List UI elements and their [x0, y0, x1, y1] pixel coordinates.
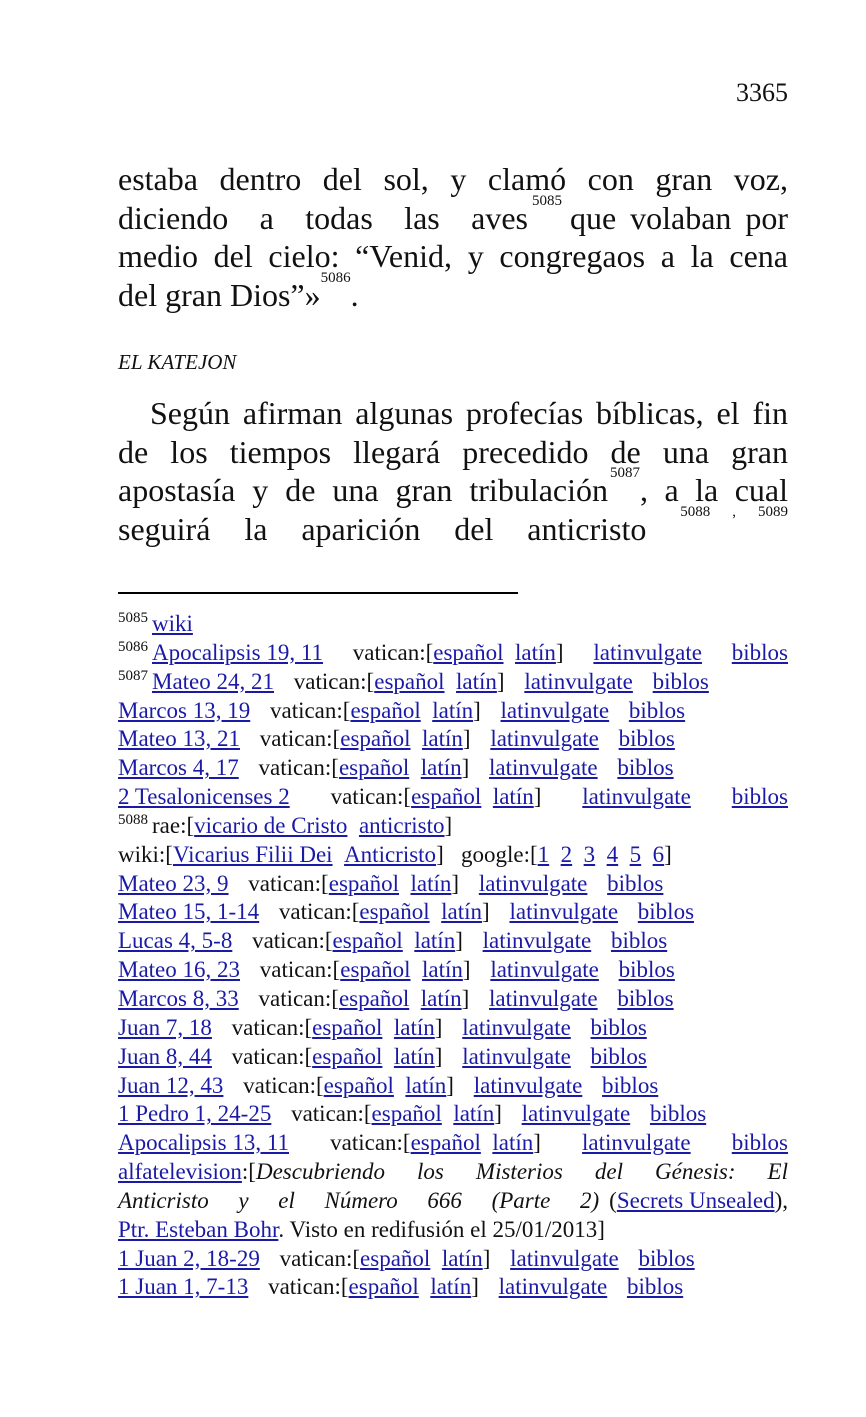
footnote-ref-5087[interactable]: 5087 [610, 465, 640, 481]
bracket: ] [461, 755, 470, 781]
latinvulgate-link[interactable]: latinvulgate [473, 1072, 583, 1098]
ref-link[interactable]: 1 Juan 1, 7-13 [118, 1274, 249, 1300]
p2-text-3b: , a la cual [640, 472, 788, 508]
latinvulgate-link[interactable]: latinvulgate [521, 1101, 631, 1127]
bracket: ] [494, 1101, 502, 1127]
espanol-link[interactable]: español [312, 1014, 383, 1040]
latinvulgate-link[interactable]: latinvulgate [524, 668, 633, 694]
ref-link[interactable]: Marcos 4, 17 [118, 755, 239, 781]
biblos-link[interactable]: biblos [731, 639, 788, 665]
video-title-part-2: Anticristo y el Número 666 (Parte 2) [118, 1187, 600, 1213]
latin-link[interactable]: latín [422, 957, 463, 983]
ref-line [118, 927, 788, 956]
vatican-label: vatican:[ [269, 697, 351, 723]
paren: ( [609, 1187, 617, 1213]
latin-link[interactable]: latín [393, 1043, 435, 1069]
vatican-label: vatican:[ [231, 1014, 313, 1040]
biblos-link[interactable]: biblos [731, 784, 788, 810]
ref-line [118, 783, 788, 812]
ref-link[interactable]: Mateo 23, 9 [118, 870, 229, 896]
wiki-anticristo-link[interactable]: Anticristo [344, 841, 437, 867]
bracket: ] [533, 1130, 541, 1156]
ref-link[interactable]: Lucas 4, 5-8 [118, 928, 233, 954]
vatican-label: vatican:[ [231, 1043, 313, 1069]
google-link-4[interactable]: 4 [606, 841, 619, 867]
alfatelevision-line-1 [118, 1158, 788, 1187]
p2-refs-5088-5089 [680, 503, 788, 549]
vatican-label: vatican:[ [243, 1072, 324, 1098]
ref-line [118, 956, 788, 985]
bracket: ] [462, 726, 471, 752]
ref-link[interactable]: Mateo 13, 21 [118, 726, 241, 752]
ref-line [118, 1072, 788, 1101]
espanol-link[interactable]: español [338, 985, 410, 1011]
latinvulgate-link[interactable]: latinvulgate [582, 784, 691, 810]
latin-link[interactable]: latín [432, 697, 474, 723]
ref-link[interactable]: Juan 8, 44 [118, 1043, 212, 1069]
bracket: ] [496, 668, 505, 694]
latinvulgate-link[interactable]: latinvulgate [490, 957, 599, 983]
ref-link[interactable]: Apocalipsis 13, 11 [118, 1130, 289, 1156]
latinvulgate-link[interactable]: latinvulgate [498, 1274, 608, 1300]
espanol-link[interactable]: español [410, 1130, 481, 1156]
bracket: ] [482, 1245, 491, 1271]
biblos-link[interactable]: biblos [638, 1245, 695, 1271]
footnote-number: 5088 [118, 811, 148, 828]
bracket: ] [434, 1043, 443, 1069]
espanol-link[interactable]: español [332, 928, 403, 954]
footnote-ref-5086[interactable]: 5086 [320, 269, 351, 286]
latinvulgate-link[interactable]: latinvulgate [582, 1130, 691, 1156]
paren: ), [774, 1187, 788, 1213]
footnote-5086 [118, 639, 788, 668]
rae-vicario-link[interactable]: vicario de Cristo [194, 812, 348, 838]
footnote-5087 [118, 668, 788, 697]
latinvulgate-link[interactable]: latinvulgate [509, 899, 619, 925]
wiki-vicarius-link[interactable]: Vicarius Filii Dei [172, 841, 333, 867]
latin-link[interactable]: latín [456, 668, 497, 694]
p1-text-4a: del gran Dios”» [118, 276, 321, 313]
espanol-link[interactable]: español [348, 1274, 419, 1300]
latinvulgate-link[interactable]: latinvulgate [462, 1043, 571, 1069]
latin-link[interactable]: latín [393, 1014, 435, 1040]
latin-link[interactable]: latín [430, 1274, 472, 1300]
google-link-6[interactable]: 6 [652, 841, 665, 867]
p2-word-del: del [454, 510, 494, 547]
ref-line [118, 1014, 788, 1043]
bracket: ] [444, 812, 453, 838]
footnote-number: 5085 [118, 610, 148, 626]
biblos-link[interactable]: biblos [637, 899, 695, 925]
bracket: ] [555, 639, 564, 665]
biblos-link[interactable]: biblos [628, 697, 686, 723]
google-link-3[interactable]: 3 [583, 841, 596, 867]
biblos-link[interactable]: biblos [649, 1101, 707, 1127]
p1-text-3: medio del cielo: “Venid, y congregaos a la cena [118, 238, 788, 274]
bracket: ] [461, 985, 470, 1011]
ref-line [118, 1043, 788, 1072]
p1-line-4 [118, 269, 788, 315]
ref-link[interactable]: 2 Tesalonicenses 2 [118, 784, 290, 810]
vatican-label: vatican:[ [293, 668, 375, 694]
ref-line [118, 1273, 788, 1302]
ref-link[interactable]: Mateo 24, 21 [152, 668, 275, 694]
latinvulgate-link[interactable]: latinvulgate [489, 985, 598, 1011]
footnote-ref-5088[interactable]: 5088 [680, 503, 711, 520]
espanol-link[interactable]: español [371, 1101, 442, 1127]
vatican-label: vatican:[ [252, 928, 333, 954]
latin-link[interactable]: latín [441, 1245, 483, 1271]
biblos-link[interactable]: biblos [607, 870, 664, 896]
footnote-ref-5089[interactable]: 5089 [758, 503, 788, 520]
p2-word-anticristo: anticristo [527, 510, 647, 547]
rae-label: rae:[ [152, 812, 195, 838]
ref-line [118, 985, 788, 1014]
latin-link[interactable]: latín [453, 1101, 495, 1127]
bracket: ] [455, 928, 463, 954]
latinvulgate-link[interactable]: latinvulgate [510, 1245, 619, 1271]
vatican-label: vatican:[ [279, 1245, 361, 1271]
google-label: google:[ [460, 841, 538, 867]
biblos-link[interactable]: biblos [617, 985, 674, 1011]
biblos-link[interactable]: biblos [652, 668, 709, 694]
footnotes [118, 610, 788, 1302]
latin-link[interactable]: latín [515, 639, 556, 665]
p2-text-2: de los tiempos llegará precedido de una gran [118, 433, 788, 470]
espanol-link[interactable]: español [312, 1043, 383, 1069]
espanol-link[interactable]: español [360, 1245, 431, 1271]
rae-anticristo-link[interactable]: anticristo [358, 812, 445, 838]
p2-word-seguira: seguirá [118, 510, 211, 547]
p2-word-aparicion: aparición [301, 510, 421, 547]
ref-link[interactable]: Mateo 16, 23 [118, 957, 241, 983]
latin-link[interactable]: latín [414, 928, 456, 954]
biblos-link[interactable]: biblos [617, 755, 674, 781]
p1-line-2 [118, 192, 788, 238]
espanol-link[interactable]: español [328, 870, 399, 896]
bracket: ] [471, 1274, 479, 1300]
p2-text-1: Según afirman algunas profecías bíblicas, el fin [150, 395, 788, 431]
bracket: ] [436, 841, 444, 867]
alfatelevision-line-3 [118, 1216, 788, 1245]
wiki-google-line [118, 841, 788, 870]
vatican-label: vatican:[ [330, 1130, 411, 1156]
latinvulgate-link[interactable]: latinvulgate [500, 697, 610, 723]
video-title-part-1: Descubriendo los Misterios del Génesis: El [255, 1159, 788, 1185]
ref-link[interactable]: Apocalipsis 19, 11 [152, 639, 323, 665]
p1-text-2b: que volaban por [570, 199, 788, 236]
bracket: ] [451, 870, 460, 896]
vatican-label: vatican:[ [259, 957, 341, 983]
espanol-link[interactable]: español [323, 1072, 394, 1098]
ref-line [118, 725, 788, 754]
bracket: :[ [241, 1159, 256, 1185]
latinvulgate-link[interactable]: latinvulgate [490, 726, 599, 752]
bracket: ] [482, 899, 490, 925]
broadcast-date: . Visto en redifusión el 25/01/2013] [278, 1216, 605, 1242]
footnote-separator [118, 592, 518, 594]
p2-line-2 [118, 433, 788, 472]
ref-line [118, 1100, 788, 1129]
alfatelevision-link[interactable]: alfatelevision [118, 1159, 242, 1185]
wiki-link[interactable]: wiki [152, 611, 193, 636]
footnote-number: 5086 [118, 638, 148, 655]
biblos-link[interactable]: biblos [731, 1130, 788, 1156]
p2-word-la: la [244, 510, 268, 547]
p1-text-4b: . [350, 276, 359, 313]
biblos-link[interactable]: biblos [618, 957, 675, 983]
paragraph-2 [118, 394, 788, 548]
vatican-label: vatican:[ [248, 870, 329, 896]
latinvulgate-link[interactable]: latinvulgate [489, 755, 598, 781]
p1-line-3 [118, 237, 788, 276]
espanol-link[interactable]: español [433, 639, 504, 665]
bracket: ] [446, 1072, 454, 1098]
p2-line-1 [118, 394, 788, 433]
wiki-label: wiki:[ [118, 841, 173, 867]
ref-line [118, 898, 788, 927]
latinvulgate-link[interactable]: latinvulgate [593, 639, 702, 665]
footnote-5085 [118, 610, 788, 639]
espanol-link[interactable]: español [350, 697, 421, 723]
esteban-bohr-link[interactable]: Ptr. Esteban Bohr [118, 1216, 279, 1242]
bracket: ] [434, 1014, 443, 1040]
latin-link[interactable]: latín [405, 1072, 447, 1098]
vatican-label: vatican:[ [258, 755, 339, 781]
biblos-link[interactable]: biblos [610, 928, 668, 954]
bracket: ] [664, 841, 672, 867]
espanol-link[interactable]: español [340, 726, 411, 752]
p2-text-3a: apostasía y de una gran tribulación [118, 472, 608, 508]
vatican-label: vatican:[ [259, 726, 341, 752]
latin-link[interactable]: latín [420, 985, 462, 1011]
latinvulgate-link[interactable]: latinvulgate [482, 928, 592, 954]
latinvulgate-link[interactable]: latinvulgate [462, 1014, 571, 1040]
p1-text-2a: diciendo a todas las aves [118, 199, 528, 236]
biblos-link[interactable]: biblos [618, 726, 675, 752]
bracket: ] [473, 697, 481, 723]
espanol-link[interactable]: español [411, 784, 482, 810]
ref-line [118, 754, 788, 783]
p1-text-1: estaba dentro del sol, y clamó con gran voz, [118, 161, 788, 197]
ref-separator: , [732, 503, 736, 520]
vatican-label: vatican:[ [258, 985, 339, 1011]
biblos-link[interactable]: biblos [602, 1072, 659, 1098]
secrets-unsealed-link[interactable]: Secrets Unsealed [616, 1187, 775, 1213]
paragraph-1 [118, 160, 788, 314]
ref-link[interactable]: Juan 12, 43 [118, 1072, 224, 1098]
latinvulgate-link[interactable]: latinvulgate [478, 870, 588, 896]
ref-line [118, 697, 788, 726]
google-link-1[interactable]: 1 [537, 841, 550, 867]
vatican-label: vatican:[ [291, 1101, 372, 1127]
footnote-number: 5087 [118, 667, 148, 684]
ref-link[interactable]: Mateo 15, 1-14 [118, 899, 260, 925]
ref-line [118, 1245, 788, 1274]
ref-link[interactable]: Juan 7, 18 [118, 1014, 212, 1040]
alfatelevision-line-2 [118, 1187, 788, 1216]
latin-link[interactable]: latín [420, 755, 462, 781]
latin-link[interactable]: latín [441, 899, 483, 925]
p2-line-4 [118, 503, 788, 549]
espanol-link[interactable]: español [374, 668, 445, 694]
espanol-link[interactable]: español [338, 755, 410, 781]
footnote-5088 [118, 812, 788, 841]
google-link-2[interactable]: 2 [560, 841, 573, 867]
espanol-link[interactable]: español [340, 957, 411, 983]
footnote-ref-5085[interactable]: 5085 [532, 192, 562, 209]
ref-link[interactable]: 1 Juan 2, 18-29 [118, 1245, 260, 1271]
google-link-5[interactable]: 5 [629, 841, 642, 867]
biblos-link[interactable]: biblos [590, 1014, 647, 1040]
latin-link[interactable]: latín [422, 726, 463, 752]
bracket: ] [533, 784, 542, 810]
latin-link[interactable]: latín [410, 870, 452, 896]
biblos-link[interactable]: biblos [590, 1043, 647, 1069]
vatican-label: vatican:[ [352, 639, 434, 665]
vatican-label: vatican:[ [278, 899, 360, 925]
page-number: 3365 [736, 78, 788, 107]
ref-link[interactable]: Marcos 13, 19 [118, 697, 251, 723]
ref-link[interactable]: 1 Pedro 1, 24-25 [118, 1101, 272, 1127]
ref-line [118, 870, 788, 899]
biblos-link[interactable]: biblos [626, 1274, 684, 1300]
section-heading: EL KATEJON [118, 350, 237, 374]
latin-link[interactable]: latín [492, 784, 534, 810]
latin-link[interactable]: latín [492, 1130, 534, 1156]
ref-line [118, 1129, 788, 1158]
bracket: ] [462, 957, 471, 983]
ref-link[interactable]: Marcos 8, 33 [118, 985, 239, 1011]
vatican-label: vatican:[ [330, 784, 412, 810]
vatican-label: vatican:[ [268, 1274, 349, 1300]
espanol-link[interactable]: español [359, 899, 430, 925]
p1-line-1 [118, 160, 788, 199]
